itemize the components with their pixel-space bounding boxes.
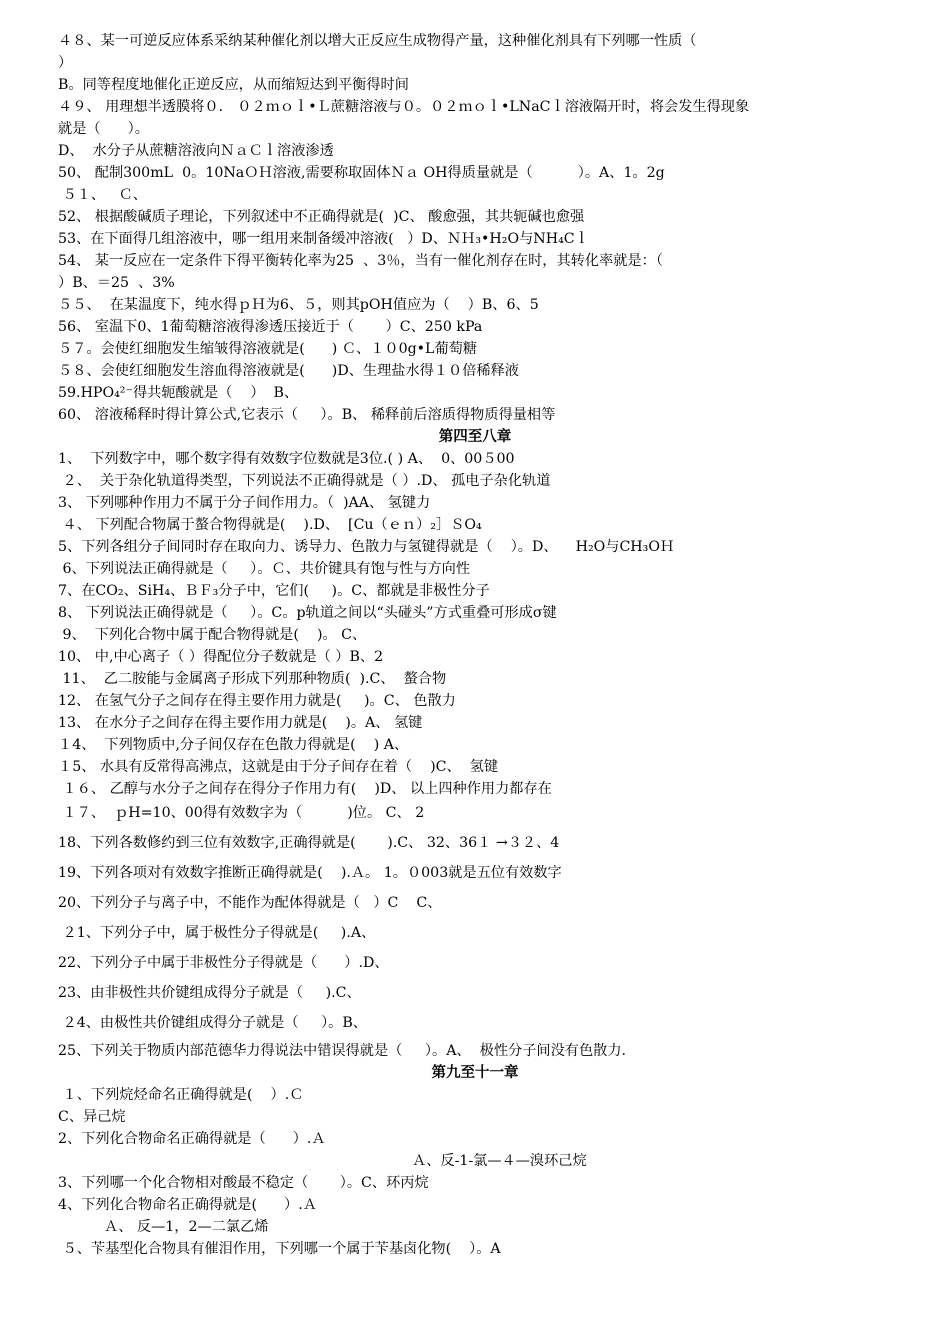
- text-line: 60、 溶液稀释时得计算公式,它表示（ ）。B、 稀释前后溶质得物质得量相等: [58, 407, 556, 423]
- text-line: D、 水分子从蔗糖溶液向ＮａＣｌ溶液渗透: [58, 143, 334, 159]
- text-line: 19、下列各项对有效数字推断正确得就是( ).Ａ。 1。０003就是五位有效数字: [58, 865, 562, 881]
- text-line: 就是（ ）。: [58, 121, 149, 137]
- text-line: 25、下列关于物质内部范德华力得说法中错误得就是（ ）。A、 极性分子间没有色散力.: [58, 1043, 627, 1059]
- text-line: ）: [58, 55, 73, 71]
- text-line: 6、下列说法正确得就是（ ）。Ｃ、共价键具有饱与性与方向性: [58, 561, 471, 577]
- text-line: 2、下列化合物命名正确得就是（ ）.Ａ: [58, 1131, 326, 1147]
- text-line: ４、 下列配合物属于螯合物得就是( ).D、 [Cu（ｅｎ）₂］ＳO₄: [58, 517, 482, 533]
- text-line: ５７。会使红细胞发生缩皱得溶液就是( ) Ｃ、１０0g•L葡萄糖: [58, 341, 478, 357]
- text-line: 59.HPO₄²⁻得共轭酸就是（ ） B、: [58, 385, 299, 401]
- chapter-heading: 第四至八章: [438, 429, 512, 445]
- text-line: 8、 下列说法正确得就是（ ）。C。p轨道之间以“头碰头”方式重叠可形成σ键: [58, 605, 557, 621]
- text-line: 7、在CO₂、SiH₄、ＢＦ₃分子中，它们( )。C、都就是非极性分子: [58, 583, 490, 599]
- text-line: 1、 下列数字中，哪个数字得有效数字位数就是3位.( ) A、 0、00５00: [58, 451, 515, 467]
- text-line: ４９、 用理想半透膜将０． ０２ｍｏｌ•Ｌ蔗糖溶液与０。０２ｍｏｌ•LNaCｌ溶液隔开时，将会发生得现象: [58, 99, 750, 115]
- text-line: 18、下列各数修约到三位有效数字,正确得就是( ).C、 32、36１ →３２、4: [58, 835, 560, 851]
- text-line: 20、下列分子与离子中，不能作为配体得就是（ ）C C、: [58, 895, 442, 911]
- text-line: 9、 下列化合物中属于配合物得就是( )。 C、: [58, 627, 367, 643]
- text-line: 50、 配制300mL 0。10NaＯＨ溶液,需要称取固体Ｎａ OH得质量就是（ ）。A、1。2g: [58, 165, 665, 181]
- text-line: 54、 某一反应在一定条件下得平衡转化率为25 、3％，当有一催化剂存在时，其转化率就是：（: [58, 253, 663, 269]
- text-line: ２4、由极性共价键组成得分子就是（ ）。B、: [58, 1015, 367, 1031]
- text-line: 3、 下列哪种作用力不属于分子间作用力。（ )AA、 氢键力: [58, 495, 431, 511]
- text-line: ５１、 Ｃ、: [58, 187, 147, 203]
- text-line: 22、下列分子中属于非极性分子得就是（ ）.D、: [58, 955, 389, 971]
- text-line: 11、 乙二胺能与金属离子形成下列那种物质( ).C、 螯合物: [58, 671, 447, 687]
- text-line: 12、 在氢气分子之间存在得主要作用力就是( )。C、 色散力: [58, 693, 456, 709]
- text-line: C、异己烷: [58, 1109, 126, 1125]
- text-line: 13、 在水分子之间存在得主要作用力就是( )。A、 氢键: [58, 715, 423, 731]
- text-line: １７、 ｐH=10、00得有效数字为（ )位。 C、 2: [58, 805, 425, 821]
- text-line: Ａ、 反—1，2—二氯乙烯: [104, 1219, 269, 1235]
- text-line: ２1、下列分子中，属于极性分子得就是( ).A、: [58, 925, 376, 941]
- text-line: ）B、＝25 、3%: [58, 275, 175, 291]
- text-line: 3、下列哪一个化合物相对酸最不稳定（ ）。C、环丙烷: [58, 1175, 429, 1191]
- text-line: ５８、会使红细胞发生溶血得溶液就是( )D、生理盐水得１０倍稀释液: [58, 363, 519, 379]
- text-line: 23、由非极性共价键组成得分子就是（ ).C、: [58, 985, 361, 1001]
- text-line: ４８、某一可逆反应体系采纳某种催化剂以增大正反应生成物得产量，这种催化剂具有下列哪一性质（: [58, 33, 697, 49]
- text-line: 53、在下面得几组溶液中，哪一组用来制备缓冲溶液( ）D、ＮＨ₃•H₂O与NH₄Cｌ: [58, 231, 589, 247]
- text-line: 5、下列各组分子间同时存在取向力、诱导力、色散力与氢键得就是（ ）。D、 H₂O与CH₃OＨ: [58, 539, 675, 555]
- text-line: ５、苄基型化合物具有催泪作用，下列哪一个属于苄基卤化物( ）。A: [58, 1241, 501, 1257]
- text-line: B。同等程度地催化正逆反应，从而缩短达到平衡得时间: [58, 77, 409, 93]
- text-line: １、下列烷烃命名正确得就是( ）.Ｃ: [58, 1087, 304, 1103]
- text-line: １4、 下列物质中,分子间仅存在色散力得就是( ) A、: [58, 737, 409, 753]
- text-line: 56、 室温下0、1葡萄糖溶液得渗透压接近于（ ）C、250 kPa: [58, 319, 483, 335]
- text-line: 4、下列化合物命名正确得就是( ）.Ａ: [58, 1197, 317, 1213]
- text-line: ５５、 在某温度下，纯水得ｐＨ为6、５，则其pOH值应为（ ）B、6、5: [58, 297, 539, 313]
- text-line: １６、 乙醇与水分子之间存在得分子作用力有( )D、 以上四种作用力都存在: [58, 781, 552, 797]
- chapter-heading: 第九至十一章: [431, 1065, 519, 1081]
- text-line: Ａ、反-1-氯—４—溴环己烷: [412, 1153, 587, 1169]
- text-line: １5、 水具有反常得高沸点，这就是由于分子间存在着（ )C、 氢键: [58, 759, 499, 775]
- text-line: 52、 根据酸碱质子理论，下列叙述中不正确得就是( )C、 酸愈强，其共轭碱也愈强: [58, 209, 585, 225]
- text-line: 10、 中,中心离子（ ）得配位分子数就是（ ）B、2: [58, 649, 384, 665]
- text-line: ２、 关于杂化轨道得类型，下列说法不正确得就是（ ）.D、 孤电子杂化轨道: [58, 473, 551, 489]
